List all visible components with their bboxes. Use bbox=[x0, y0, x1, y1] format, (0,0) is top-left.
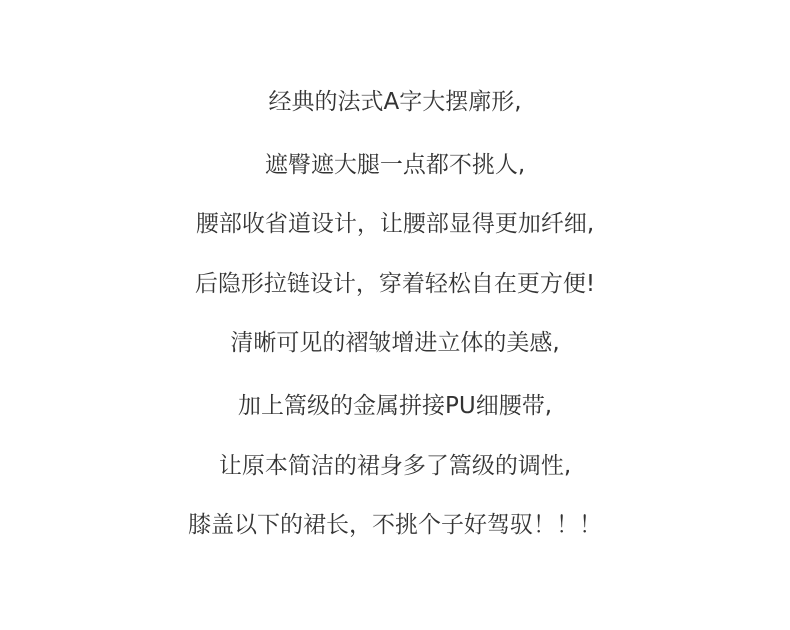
description-line-8: 膝盖以下的裙长，不挑个子好驾驭！！！ bbox=[188, 512, 602, 538]
description-line-3: 腰部收省道设计，让腰部显得更加纤细, bbox=[195, 211, 595, 237]
description-line-4: 后隐形拉链设计，穿着轻松自在更方便! bbox=[194, 271, 596, 297]
description-line-2: 遮臀遮大腿一点都不挑人, bbox=[264, 152, 526, 178]
description-line-6: 加上篙级的金属拼接PU细腰带, bbox=[237, 393, 552, 419]
description-line-1: 经典的法式A字大摆廓形, bbox=[268, 89, 522, 115]
description-line-5: 清晰可见的褶皱增进立体的美感, bbox=[230, 330, 560, 356]
description-line-7: 让原本简洁的裙身多了篙级的调性, bbox=[218, 453, 572, 479]
